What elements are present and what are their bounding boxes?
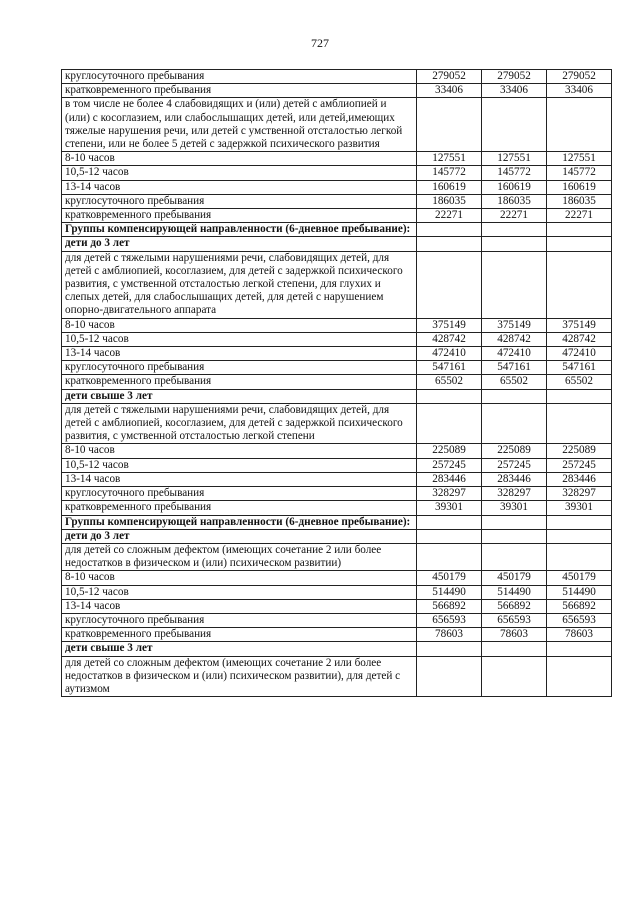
- value-cell-1: 78603: [417, 628, 482, 642]
- value-cell-1: 566892: [417, 599, 482, 613]
- row-label-cell: 13-14 часов: [62, 472, 417, 486]
- value-cell-2: 160619: [482, 180, 547, 194]
- value-cell-1: 514490: [417, 585, 482, 599]
- value-cell-3: [547, 543, 612, 570]
- value-cell-2: 566892: [482, 599, 547, 613]
- value-cell-3: 65502: [547, 375, 612, 389]
- value-cell-3: [547, 515, 612, 529]
- table-row: [62, 237, 612, 251]
- value-cell-3: 257245: [547, 458, 612, 472]
- table-row: [62, 194, 612, 208]
- table-row: [62, 347, 612, 361]
- value-cell-2: 39301: [482, 501, 547, 515]
- row-label-cell: в том числе не более 4 слабовидящих и (или) детей с амблиопией и (или) с косоглазием, или слабослышащих детей, или детей,имеющих тяжелые нарушения речи, или детей с умственной отсталостью легкой степени, или не более 5 детей с задержкой психического развития: [62, 98, 417, 152]
- table-row: [62, 251, 612, 318]
- value-cell-2: [482, 656, 547, 697]
- row-label-cell: 8-10 часов: [62, 152, 417, 166]
- table-row: [62, 84, 612, 98]
- row-label-cell: круглосуточного пребывания: [62, 361, 417, 375]
- value-cell-3: 566892: [547, 599, 612, 613]
- value-cell-3: 279052: [547, 70, 612, 84]
- section-heading-cell: Группы компенсирующей направленности (6-дневное пребывание):: [62, 223, 417, 237]
- value-cell-3: [547, 389, 612, 403]
- value-cell-3: [547, 223, 612, 237]
- value-cell-1: [417, 237, 482, 251]
- value-cell-3: 283446: [547, 472, 612, 486]
- value-cell-2: [482, 515, 547, 529]
- value-cell-3: 656593: [547, 613, 612, 627]
- value-cell-2: 656593: [482, 613, 547, 627]
- value-cell-1: 279052: [417, 70, 482, 84]
- value-cell-1: 65502: [417, 375, 482, 389]
- section-heading-cell: дети до 3 лет: [62, 529, 417, 543]
- value-cell-3: 160619: [547, 180, 612, 194]
- table-row: [62, 515, 612, 529]
- value-cell-1: [417, 656, 482, 697]
- value-cell-3: [547, 529, 612, 543]
- value-cell-2: 33406: [482, 84, 547, 98]
- section-heading-cell: дети свыше 3 лет: [62, 642, 417, 656]
- value-cell-3: 472410: [547, 347, 612, 361]
- value-cell-3: 39301: [547, 501, 612, 515]
- table-row: [62, 98, 612, 152]
- value-cell-3: 547161: [547, 361, 612, 375]
- table-row: [62, 361, 612, 375]
- value-cell-1: [417, 529, 482, 543]
- value-cell-3: 78603: [547, 628, 612, 642]
- table-row: [62, 70, 612, 84]
- table-row: [62, 628, 612, 642]
- table-row: [62, 444, 612, 458]
- table-row: [62, 599, 612, 613]
- value-cell-1: 33406: [417, 84, 482, 98]
- section-heading-cell: дети свыше 3 лет: [62, 389, 417, 403]
- table-row: [62, 543, 612, 570]
- value-cell-3: 328297: [547, 487, 612, 501]
- row-label-cell: кратковременного пребывания: [62, 209, 417, 223]
- row-label-cell: кратковременного пребывания: [62, 628, 417, 642]
- row-label-cell: для детей с тяжелыми нарушениями речи, слабовидящих детей, для детей с амблиопией, косоглазием, для детей с задержкой психического развития, с умственной отсталостью легкой степени: [62, 403, 417, 444]
- row-label-cell: 10,5-12 часов: [62, 458, 417, 472]
- table-row: [62, 529, 612, 543]
- row-label-cell: 10,5-12 часов: [62, 585, 417, 599]
- value-cell-2: [482, 389, 547, 403]
- value-cell-1: 328297: [417, 487, 482, 501]
- row-label-cell: 13-14 часов: [62, 347, 417, 361]
- row-label-cell: 8-10 часов: [62, 318, 417, 332]
- section-heading-cell: Группы компенсирующей направленности (6-дневное пребывание):: [62, 515, 417, 529]
- row-label-cell: для детей со сложным дефектом (имеющих сочетание 2 или более недостатков в физическом и (или) психическом развитии): [62, 543, 417, 570]
- row-label-cell: кратковременного пребывания: [62, 84, 417, 98]
- row-label-cell: 13-14 часов: [62, 599, 417, 613]
- value-cell-1: [417, 642, 482, 656]
- row-label-cell: для детей со сложным дефектом (имеющих сочетание 2 или более недостатков в физическом и (или) психическом развитии), для детей с аутизмом: [62, 656, 417, 697]
- value-cell-3: [547, 403, 612, 444]
- table-row: [62, 472, 612, 486]
- value-cell-2: 127551: [482, 152, 547, 166]
- value-cell-2: [482, 529, 547, 543]
- value-cell-3: [547, 237, 612, 251]
- value-cell-2: [482, 642, 547, 656]
- tariff-table: [61, 69, 612, 697]
- row-label-cell: круглосуточного пребывания: [62, 70, 417, 84]
- value-cell-1: 145772: [417, 166, 482, 180]
- value-cell-3: 145772: [547, 166, 612, 180]
- value-cell-2: 472410: [482, 347, 547, 361]
- value-cell-1: 39301: [417, 501, 482, 515]
- table-row: [62, 571, 612, 585]
- value-cell-2: 257245: [482, 458, 547, 472]
- value-cell-2: [482, 543, 547, 570]
- value-cell-1: [417, 223, 482, 237]
- value-cell-2: 22271: [482, 209, 547, 223]
- table-row: [62, 389, 612, 403]
- row-label-cell: круглосуточного пребывания: [62, 487, 417, 501]
- value-cell-1: 22271: [417, 209, 482, 223]
- table-row: [62, 209, 612, 223]
- value-cell-3: [547, 98, 612, 152]
- value-cell-2: 186035: [482, 194, 547, 208]
- value-cell-1: [417, 515, 482, 529]
- value-cell-1: 450179: [417, 571, 482, 585]
- value-cell-1: 547161: [417, 361, 482, 375]
- row-label-cell: круглосуточного пребывания: [62, 613, 417, 627]
- value-cell-1: 656593: [417, 613, 482, 627]
- value-cell-3: 127551: [547, 152, 612, 166]
- value-cell-1: 127551: [417, 152, 482, 166]
- row-label-cell: 8-10 часов: [62, 571, 417, 585]
- value-cell-2: 283446: [482, 472, 547, 486]
- table-row: [62, 375, 612, 389]
- value-cell-1: 186035: [417, 194, 482, 208]
- value-cell-2: 547161: [482, 361, 547, 375]
- value-cell-2: [482, 98, 547, 152]
- table-row: [62, 166, 612, 180]
- row-label-cell: круглосуточного пребывания: [62, 194, 417, 208]
- value-cell-2: [482, 223, 547, 237]
- value-cell-3: 33406: [547, 84, 612, 98]
- page-number: 727: [311, 36, 329, 50]
- section-heading-cell: дети до 3 лет: [62, 237, 417, 251]
- value-cell-2: [482, 237, 547, 251]
- value-cell-1: [417, 251, 482, 318]
- table-row: [62, 585, 612, 599]
- table-row: [62, 501, 612, 515]
- value-cell-3: 375149: [547, 318, 612, 332]
- table-row: [62, 223, 612, 237]
- value-cell-2: 225089: [482, 444, 547, 458]
- row-label-cell: для детей с тяжелыми нарушениями речи, слабовидящих детей, для детей с амблиопией, косоглазием, для детей с задержкой психического развития, с умственной отсталостью легкой степени, для глухих и слепых детей, для слабослышащих детей, для детей с нарушением опорно-двигательного аппарата: [62, 251, 417, 318]
- row-label-cell: 8-10 часов: [62, 444, 417, 458]
- table-row: [62, 180, 612, 194]
- value-cell-3: 450179: [547, 571, 612, 585]
- value-cell-3: 428742: [547, 332, 612, 346]
- value-cell-1: [417, 389, 482, 403]
- table-row: [62, 656, 612, 697]
- value-cell-1: 257245: [417, 458, 482, 472]
- value-cell-1: 160619: [417, 180, 482, 194]
- value-cell-1: 283446: [417, 472, 482, 486]
- table-row: [62, 458, 612, 472]
- table-body: [62, 70, 612, 697]
- value-cell-2: 514490: [482, 585, 547, 599]
- value-cell-2: [482, 403, 547, 444]
- table-row: [62, 613, 612, 627]
- value-cell-3: [547, 251, 612, 318]
- value-cell-3: 186035: [547, 194, 612, 208]
- row-label-cell: кратковременного пребывания: [62, 501, 417, 515]
- table-row: [62, 403, 612, 444]
- table-row: [62, 318, 612, 332]
- value-cell-2: 450179: [482, 571, 547, 585]
- value-cell-1: [417, 98, 482, 152]
- row-label-cell: кратковременного пребывания: [62, 375, 417, 389]
- value-cell-1: 375149: [417, 318, 482, 332]
- table-row: [62, 332, 612, 346]
- value-cell-3: 514490: [547, 585, 612, 599]
- value-cell-3: [547, 642, 612, 656]
- value-cell-2: 428742: [482, 332, 547, 346]
- value-cell-1: 428742: [417, 332, 482, 346]
- value-cell-2: [482, 251, 547, 318]
- value-cell-2: 375149: [482, 318, 547, 332]
- value-cell-2: 78603: [482, 628, 547, 642]
- value-cell-2: 65502: [482, 375, 547, 389]
- value-cell-1: 225089: [417, 444, 482, 458]
- value-cell-1: [417, 543, 482, 570]
- value-cell-2: 145772: [482, 166, 547, 180]
- value-cell-1: [417, 403, 482, 444]
- value-cell-2: 279052: [482, 70, 547, 84]
- value-cell-1: 472410: [417, 347, 482, 361]
- value-cell-3: 22271: [547, 209, 612, 223]
- value-cell-3: [547, 656, 612, 697]
- value-cell-3: 225089: [547, 444, 612, 458]
- table-row: [62, 152, 612, 166]
- value-cell-2: 328297: [482, 487, 547, 501]
- row-label-cell: 10,5-12 часов: [62, 166, 417, 180]
- table-row: [62, 487, 612, 501]
- row-label-cell: 10,5-12 часов: [62, 332, 417, 346]
- table-row: [62, 642, 612, 656]
- row-label-cell: 13-14 часов: [62, 180, 417, 194]
